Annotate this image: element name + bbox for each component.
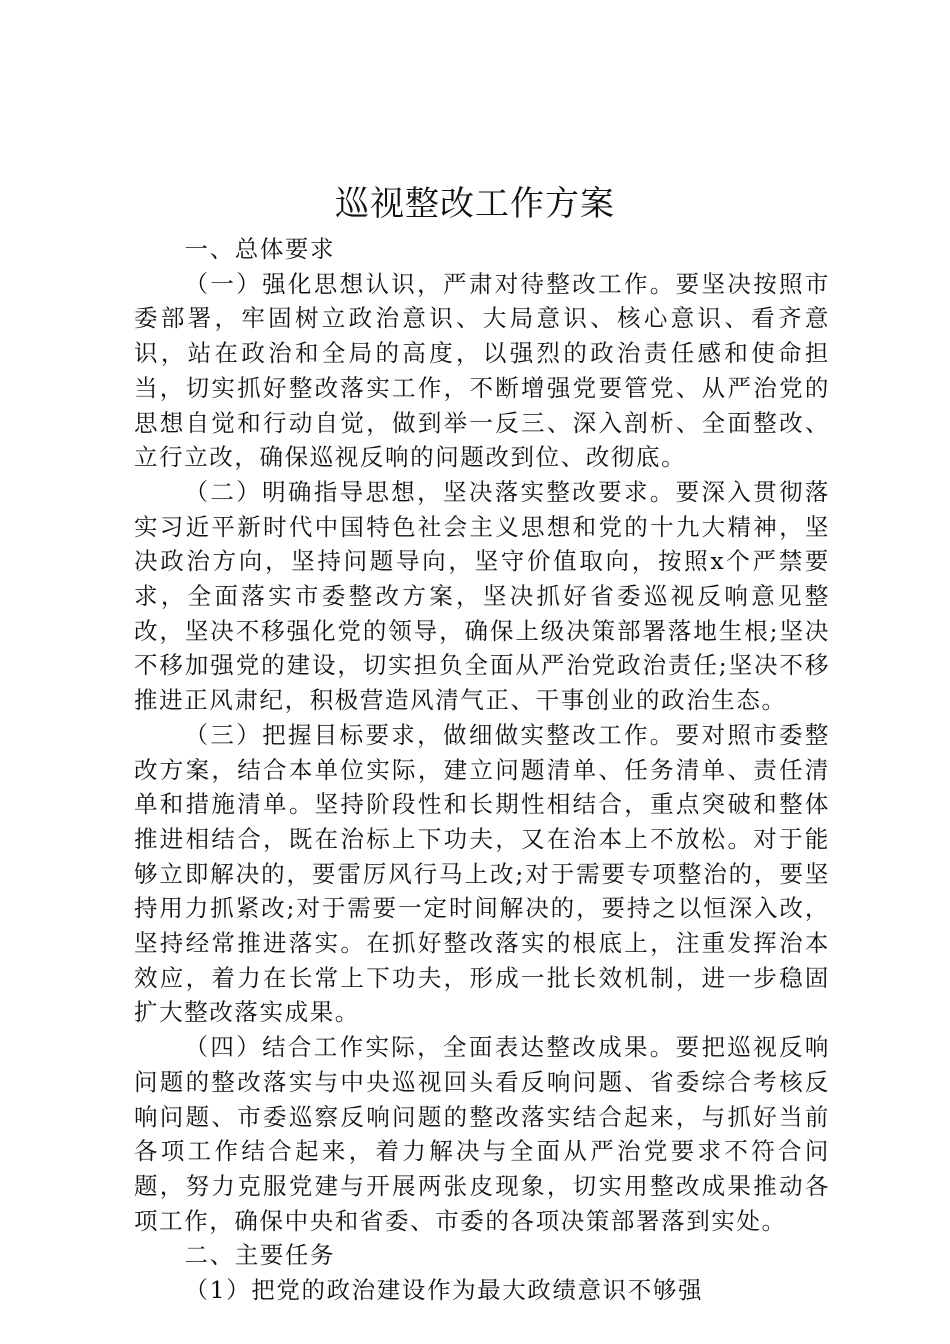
- paragraph-item-2: （二）明确指导思想，坚决落实整改要求。要深入贯彻落实习近平新时代中国特色社会主义思想和党的十九大精神，坚决政治方向，坚持问题导向，坚守价值取向，按照x个严禁要求，全面落实市委整改方案，坚决抓好省委巡视反响意见整改，坚决不移强化党的领导，确保上级决策部署落地生根;坚决不移加强党的建设，切实担负全面从严治党政治责任;坚决不移推进正风肃纪，积极营造风清气正、干事创业的政治生态。: [134, 477, 830, 715]
- paragraph-item-1: （一）强化思想认识，严肃对待整改工作。要坚决按照市委部署，牢固树立政治意识、大局意识、核心意识、看齐意识，站在政治和全局的高度，以强烈的政治责任感和使命担当，切实抓好整改落实工作，不断增强党要管党、从严治党的思想自觉和行动自觉，做到举一反三、深入剖析、全面整改、立行立改，确保巡视反响的问题改到位、改彻底。: [134, 269, 830, 472]
- section-heading-overall-requirements: 一、总体要求: [184, 235, 336, 263]
- document-body: [134, 232, 830, 1308]
- section-heading-main-tasks: 二、主要任务: [184, 1241, 336, 1270]
- task-item-1: （1）把党的政治建设作为最大政绩意识不够强: [184, 1276, 704, 1305]
- document-title: 巡视整改工作方案: [335, 184, 615, 224]
- paragraph-item-4: （四）结合工作实际，全面表达整改成果。要把巡视反响问题的整改落实与中央巡视回头看反响问题、省委综合考核反响问题、市委巡察反响问题的整改落实结合起来，与抓好当前各项工作结合起来，着力解决与全面从严治党要求不符合问题，努力克服党建与开展两张皮现象，切实用整改成果推动各项工作，确保中央和省委、市委的各项决策部署落到实处。: [134, 1033, 830, 1235]
- paragraph-item-3: （三）把握目标要求，做细做实整改工作。要对照市委整改方案，结合本单位实际，建立问题清单、任务清单、责任清单和措施清单。坚持阶段性和长期性相结合，重点突破和整体推进相结合，既在治标上下功夫，又在治本上不放松。对于能够立即解决的，要雷厉风行马上改;对于需要专项整治的，要坚持用力抓紧改;对于需要一定时间解决的，要持之以恒深入改，坚持经常推进落实。在抓好整改落实的根底上，注重发挥治本效应，着力在长常上下功夫，形成一批长效机制，进一步稳固扩大整改落实成果。: [134, 720, 830, 1027]
